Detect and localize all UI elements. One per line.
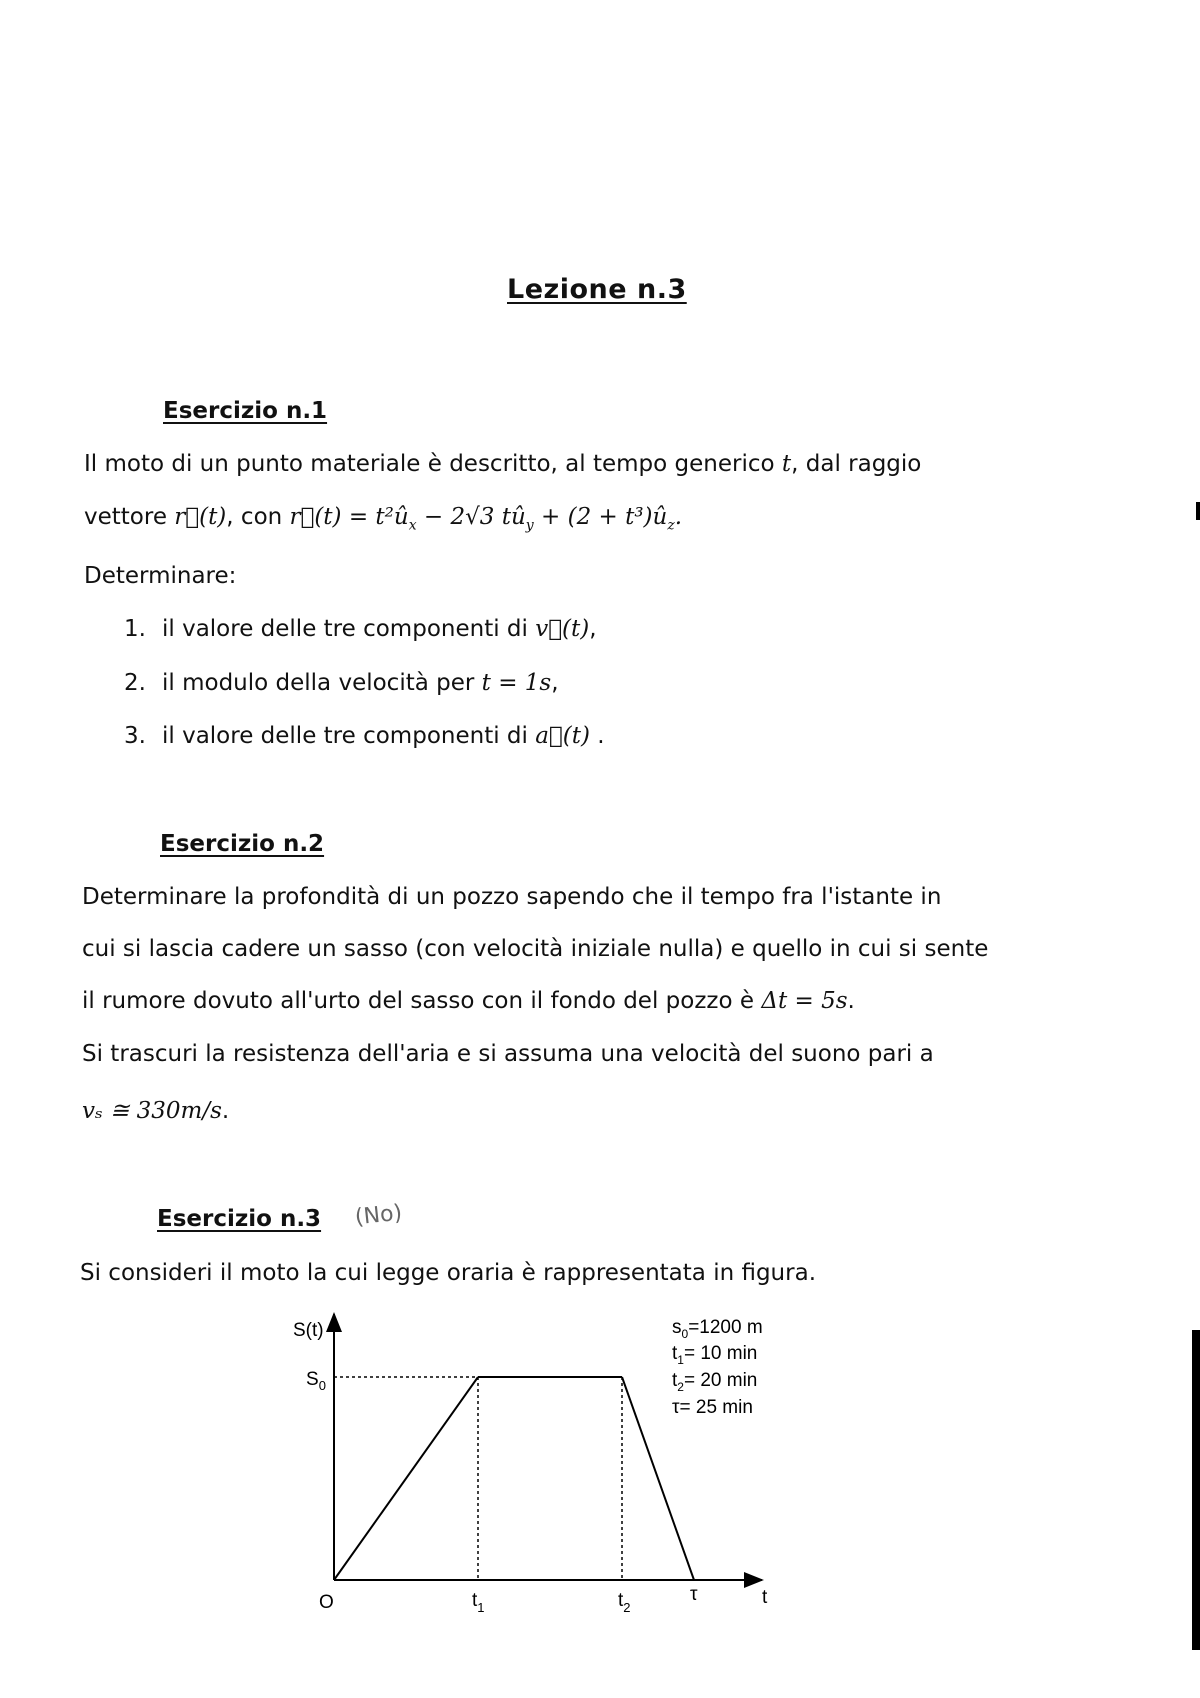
t2-tick-label [618, 1590, 631, 1615]
ex1-line2-text: vettore [84, 504, 167, 530]
item-math: v⃗(t) [535, 616, 590, 642]
legend-t2 [672, 1370, 757, 1394]
legend-text: = 20 min [683, 1370, 758, 1391]
item-number: 2. [124, 670, 146, 696]
ex2-line3-end: . [847, 988, 855, 1014]
item-end: , [551, 670, 559, 696]
item-text: il valore delle tre componenti di [162, 616, 528, 642]
t2-subscript: 2 [623, 1600, 631, 1615]
legend-text: = 25 min [679, 1397, 753, 1418]
t1-symbol: t [472, 1590, 478, 1611]
ex3-heading: Esercizio n.3 [157, 1206, 322, 1232]
legend-symbol: τ [672, 1397, 680, 1418]
ex1-line1-text: Il moto di un punto materiale è descritto, al tempo generico [84, 451, 775, 477]
item-number: 1. [124, 616, 146, 642]
ex1-line1-var: t [781, 451, 792, 477]
legend-subscript: 2 [677, 1380, 684, 1394]
origin-label: O [319, 1592, 334, 1613]
legend-subscript: 1 [677, 1353, 684, 1367]
handwritten-note: (No) [353, 1200, 404, 1231]
ex2-line5-end: . [221, 1098, 230, 1124]
ex1-line1-end: , dal raggio [791, 451, 922, 477]
item-text: il modulo della velocità per [162, 670, 475, 696]
ex2-line1: Determinare la profondità di un pozzo sapendo che il tempo fra l'istante in [82, 884, 942, 910]
item-end: , [589, 616, 597, 642]
legend-symbol: t [672, 1343, 678, 1364]
t1-subscript: 1 [477, 1600, 485, 1615]
ex1-line2-con: , con [226, 504, 283, 530]
t2-symbol: t [618, 1590, 624, 1611]
ex1-determinare: Determinare: [84, 563, 237, 589]
eq-sub-x: x [408, 517, 417, 534]
ex2-line4: Si trascuri la resistenza dell'aria e si assuma una velocità del suono pari a [82, 1041, 934, 1067]
ex2-heading: Esercizio n.2 [160, 831, 325, 857]
legend-text: = 10 min [683, 1343, 758, 1364]
s0-symbol: S [306, 1369, 319, 1390]
scan-edge-bar [1192, 1330, 1200, 1650]
tau-tick-label: τ [690, 1584, 698, 1605]
legend-tau [672, 1397, 753, 1418]
ex1-position-vector: r⃗(t) [174, 504, 227, 530]
legend-t1 [672, 1343, 757, 1367]
ex2-line3-text: il rumore dovuto all'urto del sasso con il fondo del pozzo è [82, 988, 755, 1014]
item-end: . [589, 723, 605, 749]
eq-dot: . [674, 504, 683, 530]
ex1-heading: Esercizio n.1 [163, 398, 328, 424]
legend-symbol: s [672, 1317, 682, 1338]
y-axis-label: S(t) [293, 1320, 324, 1341]
legend-subscript: 0 [681, 1327, 689, 1341]
s0-axis-label [306, 1369, 326, 1393]
ex2-sound-speed: vₛ ≅ 330m/s [82, 1098, 222, 1124]
eq-part-1: r⃗(t) = t²û [289, 504, 409, 530]
item-math: a⃗(t) [535, 723, 590, 749]
ex2-delta-t: Δt = 5s [761, 988, 848, 1014]
item-math: t = 1s [481, 670, 552, 696]
item-text: il valore delle tre componenti di [162, 723, 528, 749]
law-segment-1 [334, 1377, 478, 1580]
eq-part-2: − 2√3 tû [416, 504, 526, 530]
x-axis-label: t [762, 1587, 768, 1608]
scan-edge-mark [1196, 502, 1200, 520]
legend-symbol: t [672, 1370, 678, 1391]
t1-tick-label [472, 1590, 485, 1615]
eq-sub-z: z [667, 517, 675, 534]
s0-subscript: 0 [318, 1378, 326, 1393]
ex3-line1: Si consideri il moto la cui legge oraria è rappresentata in figura. [80, 1260, 816, 1286]
page-title: Lezione n.3 [507, 274, 687, 305]
ex2-line2: cui si lascia cadere un sasso (con velocità iniziale nulla) e quello in cui si sente [82, 936, 989, 962]
eq-part-3: + (2 + t³)û [533, 504, 668, 530]
item-number: 3. [124, 723, 146, 749]
eq-sub-y: y [525, 517, 534, 534]
legend-text: =1200 m [688, 1317, 763, 1338]
legend-s0 [672, 1317, 763, 1341]
